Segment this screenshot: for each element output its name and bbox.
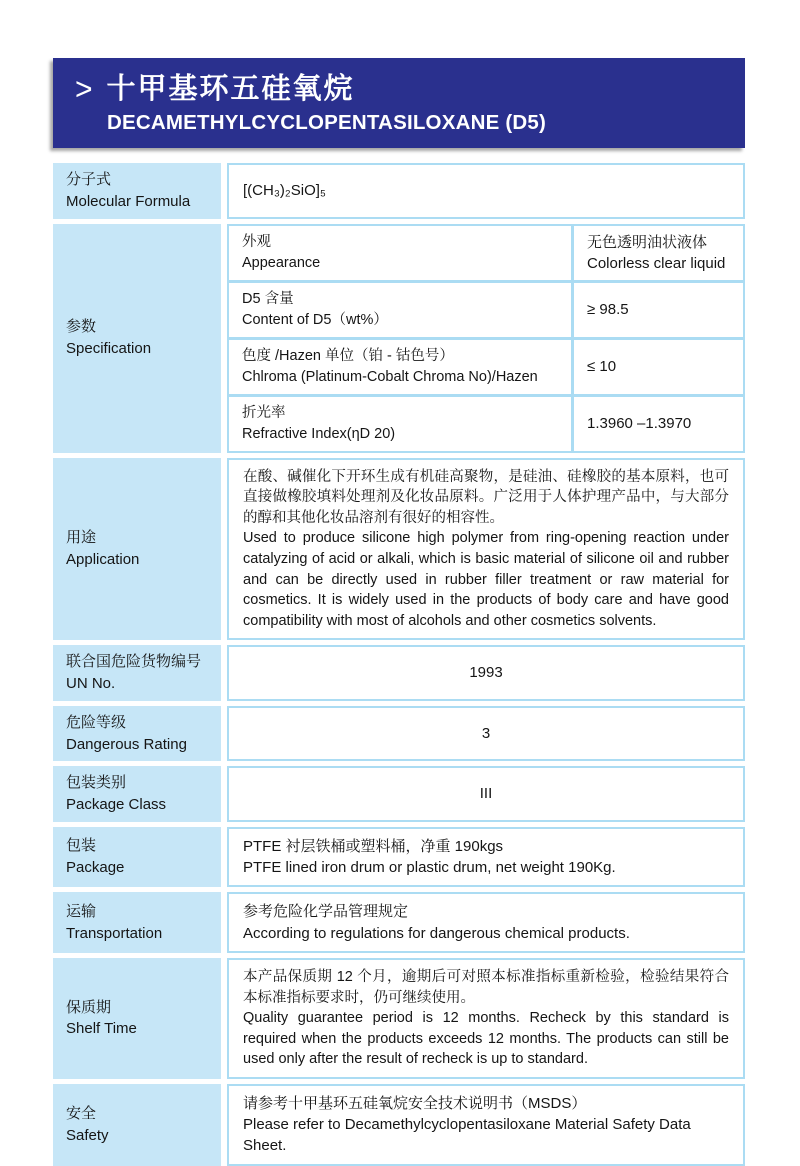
row-safety (53, 1084, 745, 1166)
row-molecular-formula (53, 163, 745, 219)
label-en: Dangerous Rating (66, 735, 187, 753)
package-text (227, 827, 745, 888)
safety-text-zh: 请参考十甲基环五硅氧烷安全技术说明书（MSDS） (243, 1094, 587, 1112)
shelf-time-text-zh: 本产品保质期 12 个月，逾期后可对照本标准指标重新检验，检验结果符合本标准指标要求时，仍可继续使用。 (243, 968, 729, 1006)
label-zh: 运输 (66, 902, 97, 920)
spec-property (229, 226, 571, 280)
dangerous-rating-value (227, 706, 745, 762)
transportation-text-zh: 参考危险化学品管理规定 (243, 903, 409, 921)
label-zh: 保质期 (66, 998, 112, 1016)
property-zh: D5 含量 (242, 290, 294, 307)
transportation-text (227, 892, 745, 953)
label-en: Package Class (66, 796, 167, 813)
label-zh: 包装 (66, 837, 97, 855)
package-text-en: PTFE lined iron drum or plastic drum, net weight 190Kg. (243, 859, 616, 877)
specification-grid (227, 224, 745, 453)
property-zh: 折光率 (242, 404, 286, 421)
spec-property (229, 283, 571, 337)
property-en: Chlroma (Platinum-Cobalt Chroma No)/Hazen (242, 368, 538, 385)
spec-property (229, 397, 571, 451)
label-en: Application (66, 550, 140, 568)
label-zh: 联合国危险货物编号 (66, 653, 202, 671)
spec-row-appearance (229, 226, 743, 283)
page-title-en: DECAMETHYLCYCLOPENTASILOXANE (D5) (107, 110, 547, 134)
shelf-time-text (227, 958, 745, 1079)
row-label (53, 458, 221, 641)
row-shelf-time (53, 958, 745, 1079)
label-en: Package (66, 859, 125, 877)
property-zh: 色度 /Hazen 单位（铂 - 钴色号） (242, 347, 454, 364)
row-label (53, 224, 221, 453)
value: 3 (481, 724, 491, 742)
row-label (53, 766, 221, 822)
safety-text (227, 1084, 745, 1166)
label-zh: 包装类别 (66, 774, 127, 792)
package-text-zh: PTFE 衬层铁桶或塑料桶，净重 190kgs (243, 837, 504, 855)
row-un-no (53, 645, 745, 701)
spec-row-chroma (229, 340, 743, 397)
label-zh: 危险等级 (66, 713, 127, 731)
spec-value (571, 283, 743, 337)
value-en: Colorless clear liquid (587, 254, 726, 272)
un-no-value (227, 645, 745, 701)
row-label (53, 958, 221, 1079)
formula-text: [(CH₃)₂SiO]₅ (243, 182, 326, 200)
spec-value (571, 226, 743, 280)
row-transportation (53, 892, 745, 953)
label-en: Specification (66, 340, 152, 358)
row-label (53, 163, 221, 219)
row-package-class (53, 766, 745, 822)
header-banner (53, 58, 745, 148)
value: 1.3960 –1.3970 (587, 415, 692, 433)
datasheet (53, 58, 745, 1166)
spec-row-refractive-index (229, 397, 743, 451)
value-zh: 无色透明油状液体 (587, 233, 708, 251)
chevron-right-icon: > (75, 72, 93, 107)
spec-table (53, 163, 745, 1166)
label-zh: 用途 (66, 529, 97, 547)
label-zh: 安全 (66, 1105, 97, 1123)
value: ≤ 10 (587, 358, 617, 376)
shelf-time-text-en: Quality guarantee period is 12 months. Recheck by this standard is required when the products exceeds 12 months. The products can still be used only after the result of recheck is up to standard. (243, 1010, 729, 1068)
value: 1993 (469, 664, 503, 682)
property-en: Content of D5（wt%） (242, 311, 388, 328)
label-en: Shelf Time (66, 1020, 137, 1038)
row-label (53, 827, 221, 888)
value: ≥ 98.5 (587, 301, 629, 319)
spec-row-content-of-d5 (229, 283, 743, 340)
spec-value (571, 340, 743, 394)
row-package (53, 827, 745, 888)
page-title-zh: 十甲基环五硅氧烷 (106, 73, 355, 106)
label-en: UN No. (66, 675, 116, 692)
row-application (53, 458, 745, 641)
value: III (479, 785, 493, 803)
property-zh: 外观 (242, 233, 271, 250)
spec-property (229, 340, 571, 394)
label-en: Molecular Formula (66, 192, 191, 210)
row-label (53, 706, 221, 762)
property-en: Appearance (242, 254, 321, 271)
row-label (53, 892, 221, 953)
package-class-value (227, 766, 745, 822)
label-en: Transportation (66, 924, 163, 942)
row-dangerous-rating (53, 706, 745, 762)
application-text-en: Used to produce silicone high polymer from ring-opening reaction under catalyzing of acid or alkali, which is basic material of silicone oil and rubber and can be directly used in rubber filler treatment or raw material for cosmetics. It is widely used in the products of body care and have good compatibility with most of alcohols and other cosmetics solvents. (243, 530, 729, 629)
label-zh: 参数 (66, 318, 97, 336)
transportation-text-en: According to regulations for dangerous chemical products. (243, 924, 630, 942)
row-label (53, 1084, 221, 1166)
safety-text-en: Please refer to Decamethylcyclopentasiloxane Material Safety Data Sheet. (243, 1116, 691, 1155)
row-specification (53, 224, 745, 453)
application-text-zh: 在酸、碱催化下开环生成有机硅高聚物，是硅油、硅橡胶的基本原料，也可直接做橡胶填料处理剂及化妆品原料。广泛用于人体护理产品中，与大部分的醇和其他化妆品溶剂有很好的相容性。 (243, 468, 729, 526)
molecular-formula-value (227, 163, 745, 219)
row-label (53, 645, 221, 701)
application-text (227, 458, 745, 641)
label-en: Safety (66, 1126, 109, 1144)
label-zh: 分子式 (66, 171, 112, 188)
spec-value (571, 397, 743, 451)
property-en: Refractive Index(ηD 20) (242, 425, 396, 442)
